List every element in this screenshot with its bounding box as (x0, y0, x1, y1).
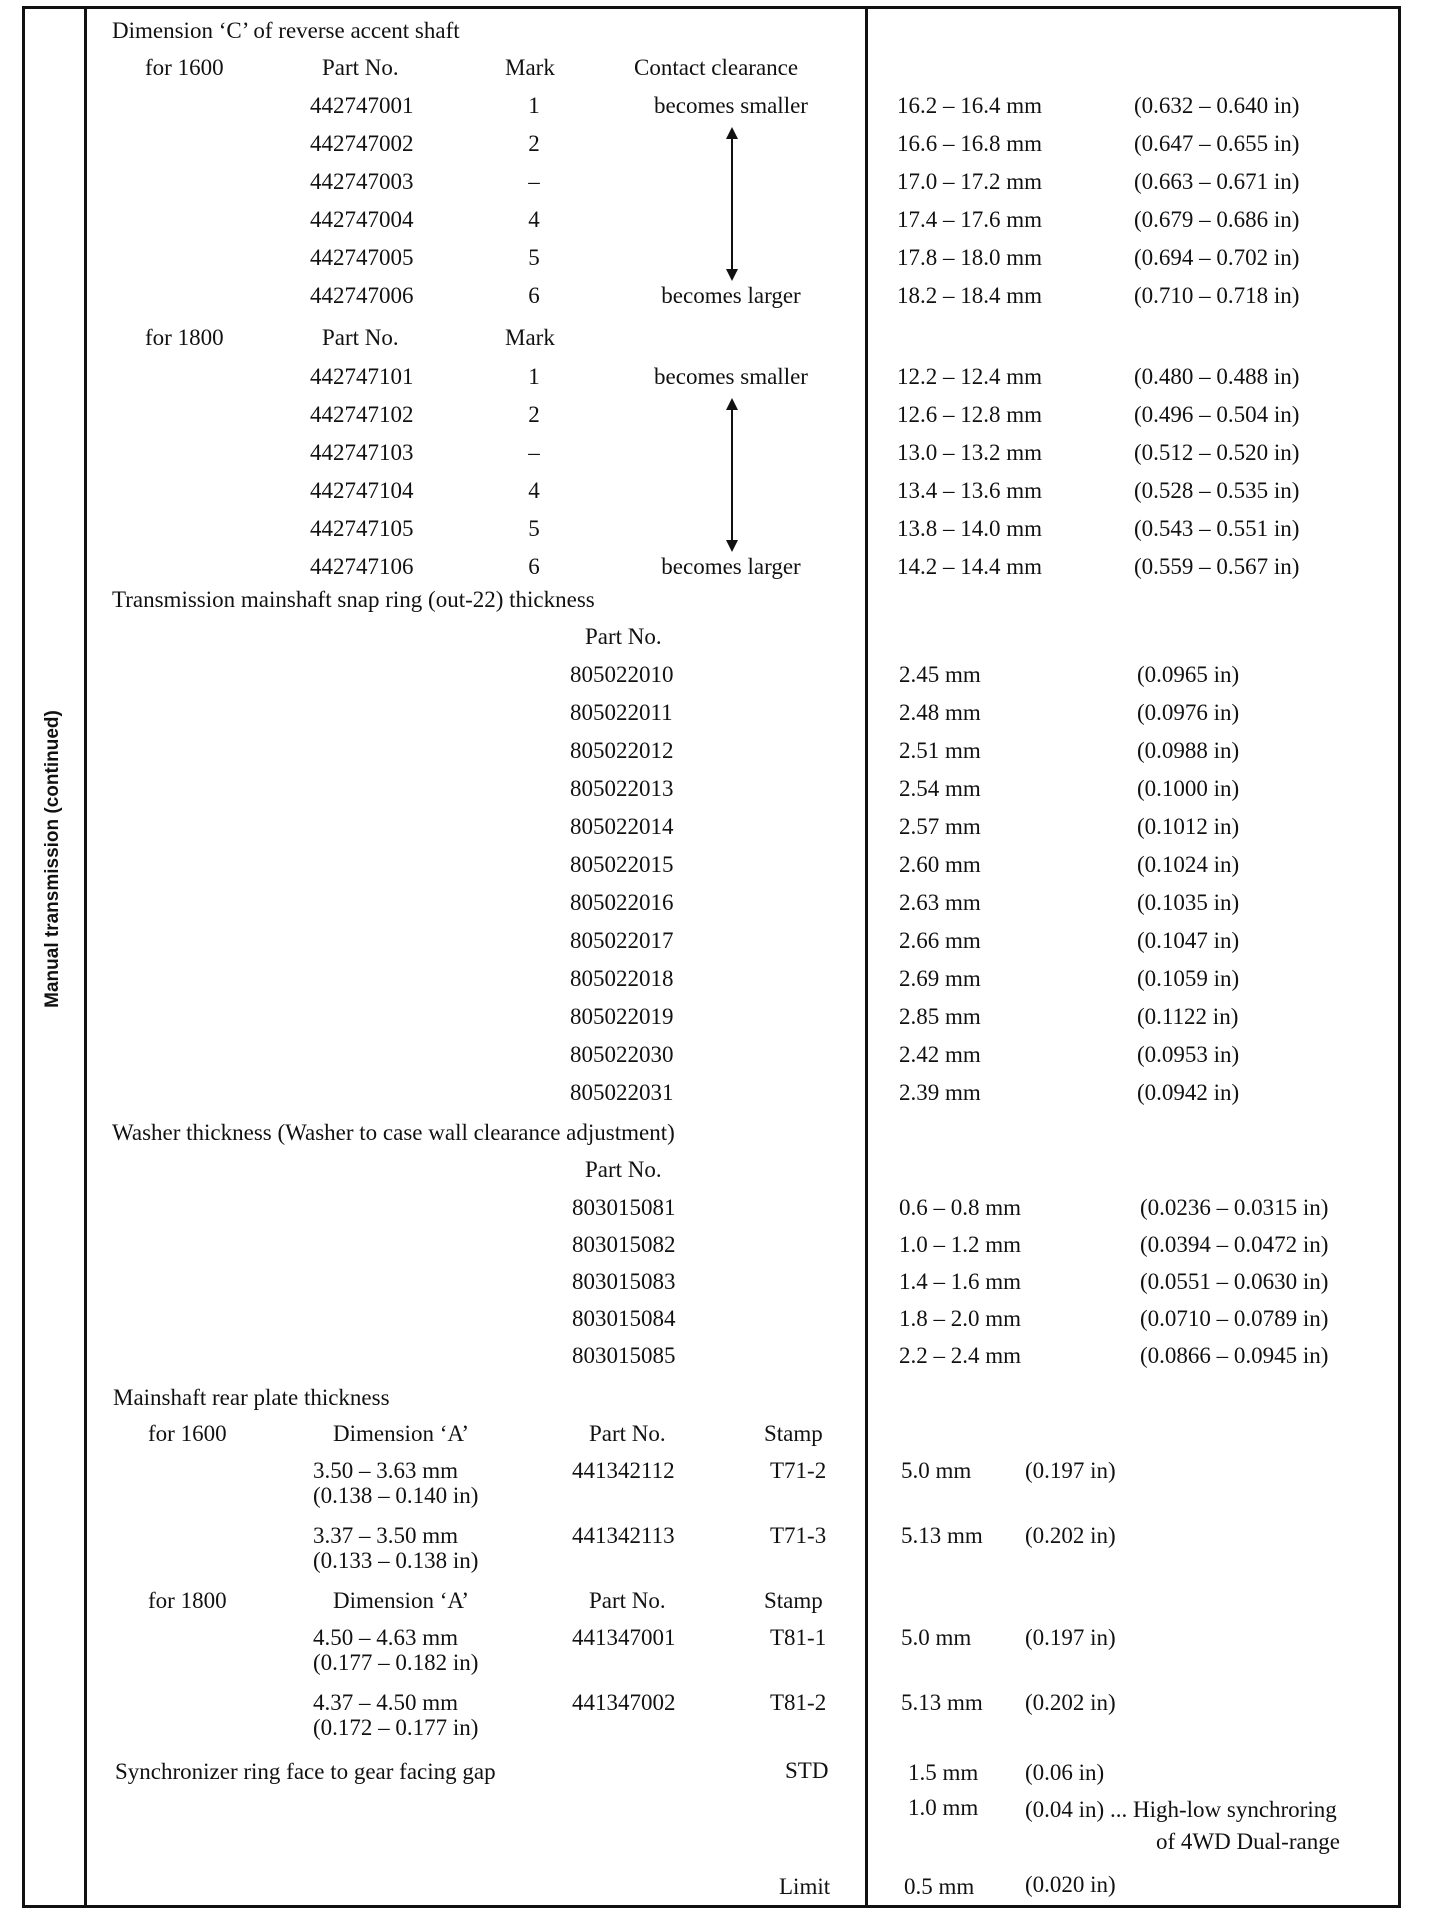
value-mm: 1.5 mm (908, 1760, 979, 1785)
part-number: 805022019 (570, 1004, 674, 1029)
value-inch: (0.496 – 0.504 in) (1134, 402, 1300, 427)
section-title: Synchronizer ring face to gear facing gap (115, 1759, 496, 1784)
value-inch: (0.1047 in) (1137, 928, 1240, 953)
stamp-value: T71-2 (770, 1458, 827, 1483)
part-number: 805022013 (570, 776, 674, 801)
value-mm: 12.2 – 12.4 mm (897, 364, 1043, 389)
value-mm: 1.0 – 1.2 mm (899, 1232, 1022, 1257)
value-inch: (0.0988 in) (1137, 738, 1240, 763)
part-number: 441347001 (572, 1625, 676, 1650)
dimension-inch: (0.177 – 0.182 in) (313, 1650, 479, 1675)
value-inch: (0.06 in) (1025, 1760, 1105, 1785)
value-inch: (0.0953 in) (1137, 1042, 1240, 1067)
section-title: Transmission mainshaft snap ring (out-22) thickness (112, 587, 595, 612)
value-inch: (0.1012 in) (1137, 814, 1240, 839)
group-label: for 1600 (145, 55, 224, 80)
value-mm: 17.4 – 17.6 mm (897, 207, 1043, 232)
column-header-part-no: Part No. (322, 55, 399, 80)
dimension-mm: 3.37 – 3.50 mm (313, 1523, 459, 1548)
column-header-contact: Contact clearance (634, 55, 799, 80)
clearance-arrow (731, 129, 733, 279)
part-number: 805022015 (570, 852, 674, 877)
mark-value: 5 (528, 245, 540, 270)
mark-value: 4 (528, 478, 540, 503)
part-number: 442747005 (310, 245, 414, 270)
limit-label: Limit (779, 1874, 831, 1899)
part-number: 805022017 (570, 928, 674, 953)
value-mm: 13.4 – 13.6 mm (897, 478, 1043, 503)
part-number: 442747002 (310, 131, 414, 156)
column-header-mark: Mark (505, 55, 555, 80)
value-mm: 5.13 mm (901, 1523, 983, 1548)
column-header-dimension: Dimension ‘A’ (333, 1421, 470, 1446)
value-inch: (0.710 – 0.718 in) (1134, 283, 1300, 308)
value-inch: (0.663 – 0.671 in) (1134, 169, 1300, 194)
value-inch: (0.632 – 0.640 in) (1134, 93, 1300, 118)
side-divider (84, 6, 87, 1908)
part-number: 441347002 (572, 1690, 676, 1715)
dimension-inch: (0.138 – 0.140 in) (313, 1483, 479, 1508)
part-number: 805022011 (570, 700, 673, 725)
column-header-mark: Mark (505, 325, 555, 350)
value-mm: 2.60 mm (899, 852, 981, 877)
part-number: 803015082 (572, 1232, 676, 1257)
value-mm: 2.66 mm (899, 928, 981, 953)
value-inch: (0.0236 – 0.0315 in) (1140, 1195, 1329, 1220)
value-mm: 5.13 mm (901, 1690, 983, 1715)
value-mm: 2.69 mm (899, 966, 981, 991)
clearance-arrow (731, 400, 733, 550)
dimension-inch: (0.172 – 0.177 in) (313, 1715, 479, 1740)
section-title: Mainshaft rear plate thickness (113, 1385, 390, 1410)
value-mm: 0.6 – 0.8 mm (899, 1195, 1022, 1220)
part-number: 805022010 (570, 662, 674, 687)
part-number: 805022030 (570, 1042, 674, 1067)
value-mm: 2.57 mm (899, 814, 981, 839)
value-mm: 16.6 – 16.8 mm (897, 131, 1043, 156)
mark-value: 6 (528, 283, 540, 308)
group-label: for 1800 (145, 325, 224, 350)
value-inch: (0.1024 in) (1137, 852, 1240, 877)
value-inch: (0.480 – 0.488 in) (1134, 364, 1300, 389)
value-inch: (0.1035 in) (1137, 890, 1240, 915)
column-header-stamp: Stamp (764, 1588, 823, 1613)
std-label: STD (785, 1758, 829, 1783)
value-note: of 4WD Dual-range (1156, 1829, 1340, 1854)
mark-value: 1 (528, 364, 540, 389)
stamp-value: T81-1 (770, 1625, 827, 1650)
value-mm: 17.8 – 18.0 mm (897, 245, 1043, 270)
value-inch: (0.1000 in) (1137, 776, 1240, 801)
group-label: for 1800 (148, 1588, 227, 1613)
value-mm: 2.54 mm (899, 776, 981, 801)
column-header-part-no: Part No. (585, 624, 662, 649)
value-inch: (0.0976 in) (1137, 700, 1240, 725)
mark-value: 4 (528, 207, 540, 232)
part-number: 442747103 (310, 440, 414, 465)
value-mm: 17.0 – 17.2 mm (897, 169, 1043, 194)
part-number: 442747101 (310, 364, 414, 389)
part-number: 442747106 (310, 554, 414, 579)
part-number: 441342112 (572, 1458, 675, 1483)
value-inch: (0.1122 in) (1137, 1004, 1239, 1029)
value-mm: 2.2 – 2.4 mm (899, 1343, 1022, 1368)
part-number: 805022012 (570, 738, 674, 763)
part-number: 442747003 (310, 169, 414, 194)
value-inch: (0.020 in) (1025, 1872, 1116, 1897)
stamp-value: T71-3 (770, 1523, 827, 1548)
value-inch: (0.0942 in) (1137, 1080, 1240, 1105)
value-mm: 2.63 mm (899, 890, 981, 915)
section-title: Washer thickness (Washer to case wall clearance adjustment) (112, 1120, 675, 1145)
value-mm: 13.8 – 14.0 mm (897, 516, 1043, 541)
dimension-mm: 3.50 – 3.63 mm (313, 1458, 459, 1483)
value-inch: (0.0551 – 0.0630 in) (1140, 1269, 1329, 1294)
value-inch: (0.559 – 0.567 in) (1134, 554, 1300, 579)
mark-value: 2 (528, 402, 540, 427)
value-mm: 2.42 mm (899, 1042, 981, 1067)
value-mm: 12.6 – 12.8 mm (897, 402, 1043, 427)
value-mm: 1.8 – 2.0 mm (899, 1306, 1022, 1331)
part-number: 442747105 (310, 516, 414, 541)
value-inch: (0.197 in) (1025, 1625, 1116, 1650)
stamp-value: T81-2 (770, 1690, 827, 1715)
contact-smaller-note: becomes smaller (654, 364, 808, 389)
value-mm: 18.2 – 18.4 mm (897, 283, 1043, 308)
value-mm: 2.51 mm (899, 738, 981, 763)
value-inch: (0.512 – 0.520 in) (1134, 440, 1300, 465)
mark-value: 5 (528, 516, 540, 541)
column-header-part-no: Part No. (589, 1421, 666, 1446)
group-label: for 1600 (148, 1421, 227, 1446)
side-label: Manual transmission (continued) (42, 710, 63, 1008)
part-number: 803015084 (572, 1306, 676, 1331)
value-inch: (0.202 in) (1025, 1690, 1116, 1715)
mark-value: 2 (528, 131, 540, 156)
value-mm: 13.0 – 13.2 mm (897, 440, 1043, 465)
contact-smaller-note: becomes smaller (654, 93, 808, 118)
value-inch: (0.528 – 0.535 in) (1134, 478, 1300, 503)
part-number: 803015085 (572, 1343, 676, 1368)
value-mm: 0.5 mm (904, 1874, 975, 1899)
part-number: 805022018 (570, 966, 674, 991)
value-mm: 1.4 – 1.6 mm (899, 1269, 1022, 1294)
value-inch: (0.04 in) ... High-low synchroring (1025, 1797, 1337, 1822)
value-mm: 14.2 – 14.4 mm (897, 554, 1043, 579)
column-header-part-no: Part No. (585, 1157, 662, 1182)
value-inch: (0.1059 in) (1137, 966, 1240, 991)
contact-larger-note: becomes larger (661, 283, 801, 308)
dimension-inch: (0.133 – 0.138 in) (313, 1548, 479, 1573)
part-number: 803015083 (572, 1269, 676, 1294)
column-header-part-no: Part No. (589, 1588, 666, 1613)
value-mm: 2.48 mm (899, 700, 981, 725)
part-number: 803015081 (572, 1195, 676, 1220)
column-header-stamp: Stamp (764, 1421, 823, 1446)
value-inch: (0.197 in) (1025, 1458, 1116, 1483)
value-column-divider (865, 6, 868, 1908)
part-number: 442747001 (310, 93, 414, 118)
part-number: 805022031 (570, 1080, 674, 1105)
mark-value: – (528, 440, 540, 465)
value-mm: 2.85 mm (899, 1004, 981, 1029)
part-number: 442747102 (310, 402, 414, 427)
value-mm: 16.2 – 16.4 mm (897, 93, 1043, 118)
value-mm: 5.0 mm (901, 1625, 972, 1650)
value-inch: (0.0394 – 0.0472 in) (1140, 1232, 1329, 1257)
value-mm: 2.45 mm (899, 662, 981, 687)
value-mm: 2.39 mm (899, 1080, 981, 1105)
mark-value: – (528, 169, 540, 194)
part-number: 442747004 (310, 207, 414, 232)
value-inch: (0.0866 – 0.0945 in) (1140, 1343, 1329, 1368)
dimension-mm: 4.37 – 4.50 mm (313, 1690, 459, 1715)
value-mm: 5.0 mm (901, 1458, 972, 1483)
value-inch: (0.647 – 0.655 in) (1134, 131, 1300, 156)
part-number: 805022016 (570, 890, 674, 915)
part-number: 442747006 (310, 283, 414, 308)
mark-value: 1 (528, 93, 540, 118)
value-inch: (0.694 – 0.702 in) (1134, 245, 1300, 270)
part-number: 805022014 (570, 814, 674, 839)
value-inch: (0.679 – 0.686 in) (1134, 207, 1300, 232)
dimension-mm: 4.50 – 4.63 mm (313, 1625, 459, 1650)
value-inch: (0.0965 in) (1137, 662, 1240, 687)
part-number: 442747104 (310, 478, 414, 503)
value-inch: (0.0710 – 0.0789 in) (1140, 1306, 1329, 1331)
value-inch: (0.543 – 0.551 in) (1134, 516, 1300, 541)
side-label-column (22, 6, 84, 1908)
section-title: Dimension ‘C’ of reverse accent shaft (112, 18, 460, 43)
part-number: 441342113 (572, 1523, 675, 1548)
mark-value: 6 (528, 554, 540, 579)
column-header-part-no: Part No. (322, 325, 399, 350)
contact-larger-note: becomes larger (661, 554, 801, 579)
column-header-dimension: Dimension ‘A’ (333, 1588, 470, 1613)
value-inch: (0.202 in) (1025, 1523, 1116, 1548)
value-mm: 1.0 mm (908, 1795, 979, 1820)
